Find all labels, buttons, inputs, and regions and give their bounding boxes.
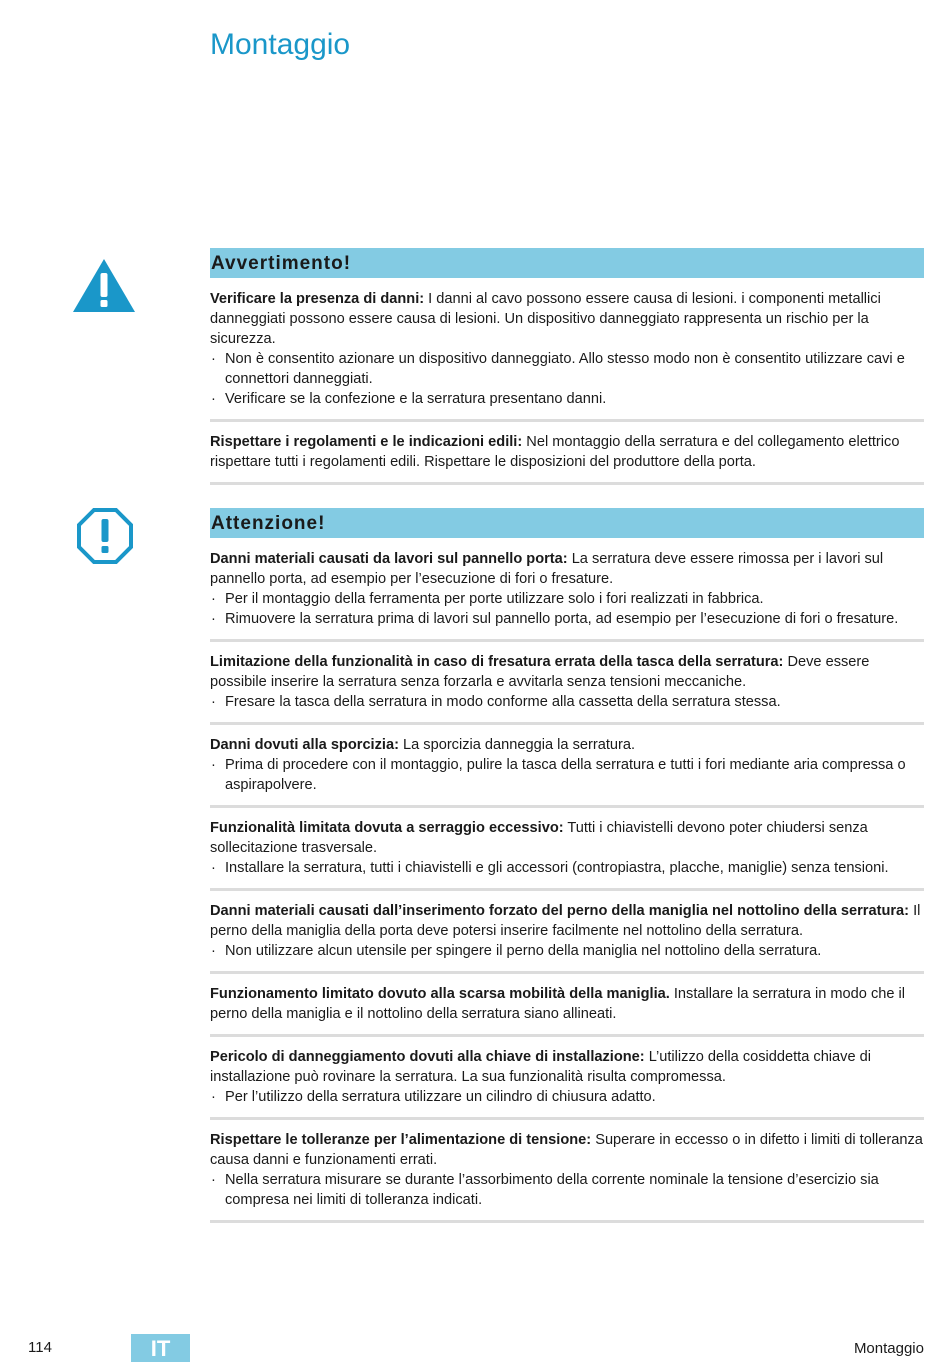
bullet-item: · Nella serratura misurare se durante l’assorbimento della corrente nominale la tensione d’esercizio sia compresa nei limiti di tolleranza indicati. <box>210 1170 924 1210</box>
item-label: Danni dovuti alla sporcizia: <box>210 737 399 753</box>
item-paragraph <box>210 901 924 941</box>
separator <box>210 1220 924 1223</box>
separator <box>210 888 924 891</box>
item-paragraph <box>210 652 924 692</box>
caution-item <box>210 735 924 795</box>
separator <box>210 419 924 422</box>
caution-octagon-icon <box>77 508 133 564</box>
item-label: Limitazione della funzionalità in caso di fresatura errata della tasca della serratura: <box>210 654 784 670</box>
page-title: Montaggio <box>210 28 351 61</box>
bullet-item: · Fresare la tasca della serratura in modo conforme alla cassetta della serratura stessa. <box>210 692 924 712</box>
item-text: Superare in eccesso o in difetto i limiti di tolleranza causa danni e funzionamenti errati. <box>210 1132 923 1168</box>
warning-item <box>210 289 924 409</box>
item-text: Installare la serratura in modo che il perno della maniglia e il nottolino della serratura siano allineati. <box>210 986 906 1022</box>
item-label: Danni materiali causati dall’inserimento forzato del perno della maniglia nel nottolino della serratura: <box>210 903 910 919</box>
item-text: L’utilizzo della cosiddetta chiave di installazione può rovinare la serratura. La sua funzionalità risulta compromessa. <box>210 1049 871 1085</box>
bullet-item: · Rimuovere la serratura prima di lavori sul pannello porta, ad esempio per l’esecuzione di fori o fresature. <box>210 609 924 629</box>
caution-item <box>210 1130 924 1210</box>
item-label: Funzionamento limitato dovuto alla scarsa mobilità della maniglia. <box>210 986 670 1002</box>
bullet-item: · Verificare se la confezione e la serratura presentano danni. <box>210 389 924 409</box>
bullet-item: · Installare la serratura, tutti i chiavistelli e gli accessori (contropiastra, placche, maniglie) senza tensioni. <box>210 858 924 878</box>
bullet-item: · Per il montaggio della ferramenta per porte utilizzare solo i fori realizzati in fabbrica. <box>210 589 924 609</box>
warning-item <box>210 432 924 472</box>
warning-section <box>210 248 924 495</box>
footer-section-name: Montaggio <box>853 1340 924 1357</box>
item-text: La sporcizia danneggia la serratura. <box>398 737 636 753</box>
caution-section <box>210 508 924 1233</box>
separator <box>210 1117 924 1120</box>
warning-heading: Avvertimento! <box>210 248 924 278</box>
item-paragraph <box>210 735 924 755</box>
separator <box>210 1034 924 1037</box>
separator <box>210 805 924 808</box>
item-paragraph <box>210 432 924 472</box>
separator <box>210 639 924 642</box>
page-number: 114 <box>28 1339 52 1356</box>
item-text: Tutti i chiavistelli devono poter chiudersi senza sollecitazione trasversale. <box>210 820 868 856</box>
item-text: La serratura deve essere rimossa per i lavori sul pannello porta, ad esempio per l’esecuzione di fori o fresature. <box>210 551 884 587</box>
bullet-item: · Per l’utilizzo della serratura utilizzare un cilindro di chiusura adatto. <box>210 1087 924 1107</box>
item-text: Deve essere possibile inserire la serratura senza forzarla e avvitarla senza tensioni meccaniche. <box>210 654 870 690</box>
item-text: I danni al cavo possono essere causa di lesioni. i componenti metallici danneggiati possono essere causa di lesioni. Un dispositivo danneggiato rappresenta un rischio per la sicurezza. <box>210 291 881 347</box>
separator <box>210 482 924 485</box>
item-label: Danni materiali causati da lavori sul pannello porta: <box>210 551 568 567</box>
item-label: Rispettare i regolamenti e le indicazioni edili: <box>210 434 523 450</box>
bullet-item: · Non utilizzare alcun utensile per spingere il perno della maniglia nel nottolino della serratura. <box>210 941 924 961</box>
item-paragraph <box>210 1130 924 1170</box>
separator <box>210 722 924 725</box>
language-badge: IT <box>131 1334 190 1362</box>
item-paragraph <box>210 549 924 589</box>
item-label: Funzionalità limitata dovuta a serraggio eccessivo: <box>210 820 564 836</box>
caution-item <box>210 984 924 1024</box>
item-paragraph <box>210 818 924 858</box>
item-label: Rispettare le tolleranze per l’alimentazione di tensione: <box>210 1132 592 1148</box>
bullet-item: · Non è consentito azionare un dispositivo danneggiato. Allo stesso modo non è consentito utilizzare cavi e connettori danneggiati. <box>210 349 924 389</box>
caution-item <box>210 549 924 629</box>
separator <box>210 971 924 974</box>
item-paragraph <box>210 984 924 1024</box>
caution-item <box>210 1047 924 1107</box>
item-label: Verificare la presenza di danni: <box>210 291 425 307</box>
caution-item <box>210 901 924 961</box>
caution-heading: Attenzione! <box>210 508 924 538</box>
caution-item <box>210 652 924 712</box>
item-paragraph <box>210 1047 924 1087</box>
item-text: Nel montaggio della serratura e del collegamento elettrico rispettare tutti i regolamenti edili. Rispettare le disposizioni del produttore della porta. <box>210 434 900 470</box>
item-label: Pericolo di danneggiamento dovuti alla chiave di installazione: <box>210 1049 645 1065</box>
item-paragraph <box>210 289 924 349</box>
caution-item <box>210 818 924 878</box>
warning-triangle-icon <box>72 257 136 313</box>
bullet-item: · Prima di procedere con il montaggio, pulire la tasca della serratura e tutti i fori mediante aria compressa o aspirapolvere. <box>210 755 924 795</box>
item-text: Il perno della maniglia della porta deve potersi inserire facilmente nel nottolino della serratura. <box>210 903 921 939</box>
